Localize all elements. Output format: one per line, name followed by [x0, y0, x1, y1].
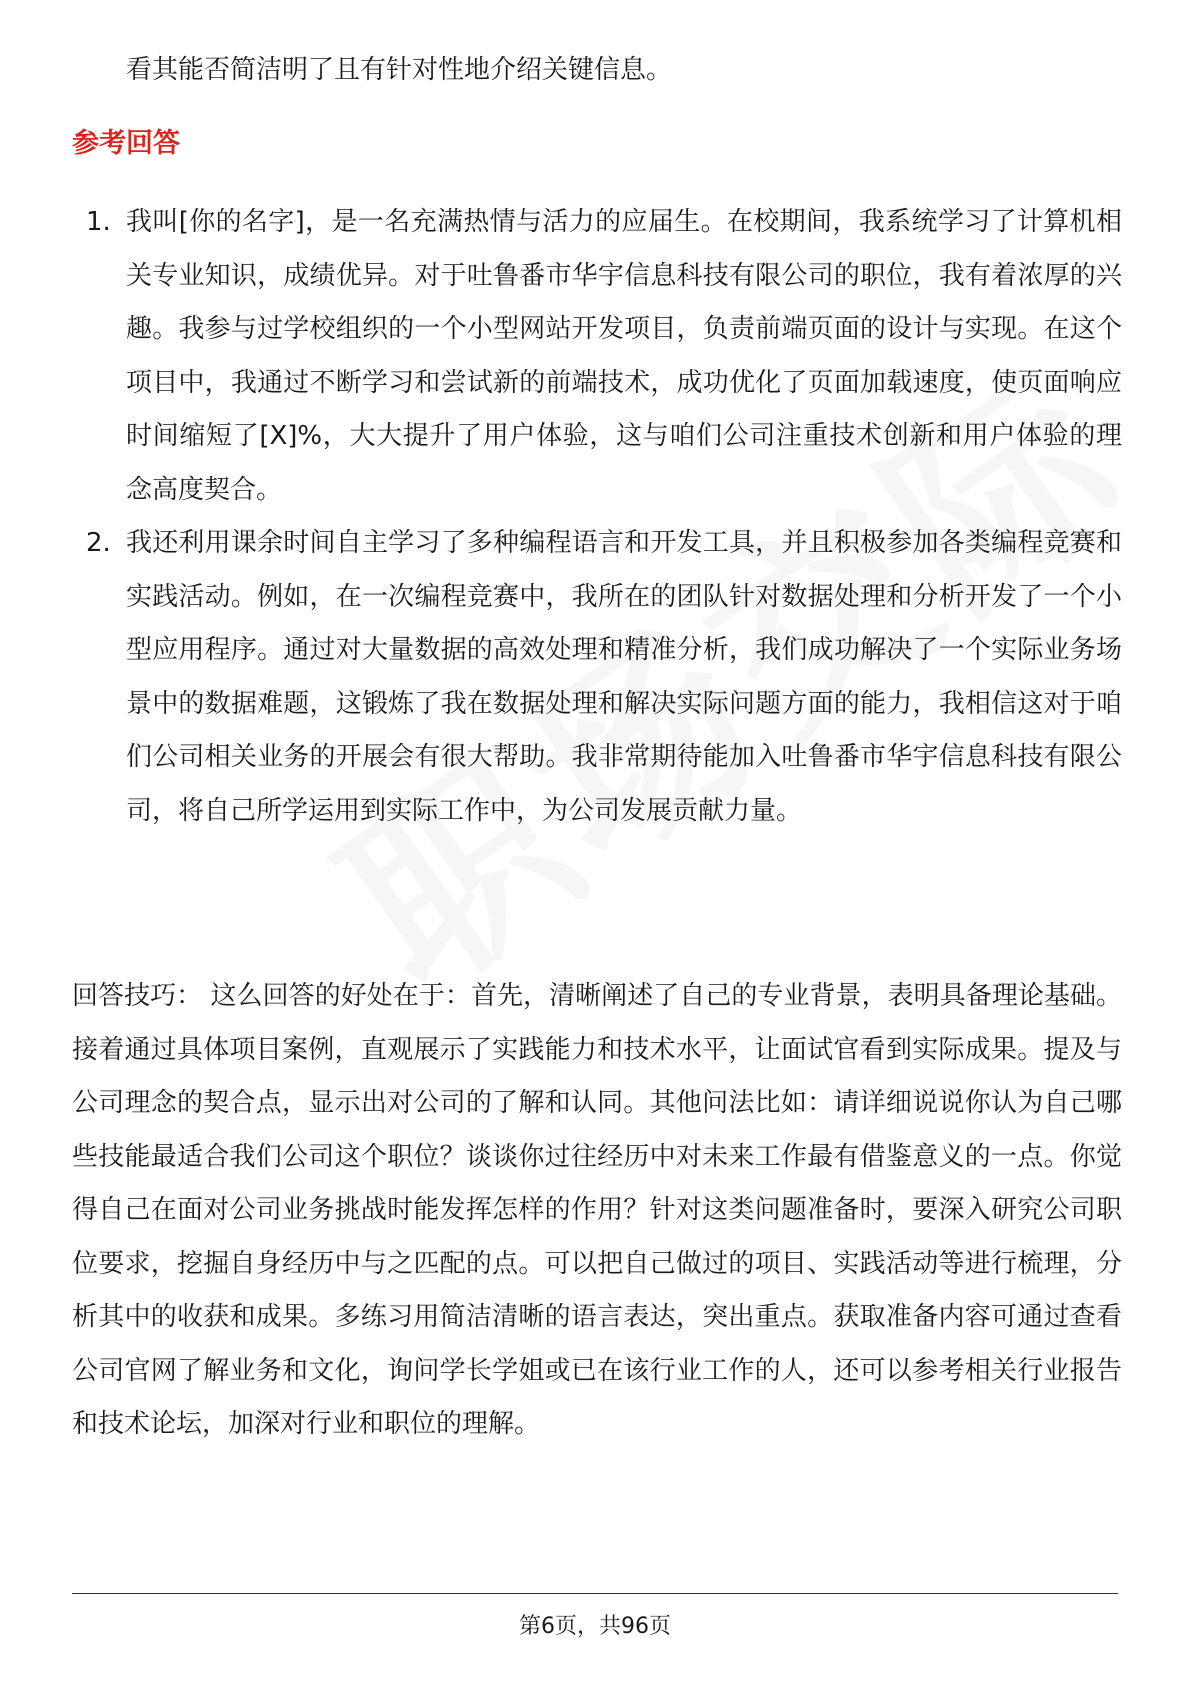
answer-tips: 回答技巧： 这么回答的好处在于：首先，清晰阐述了自己的专业背景，表明具备理论基础。接着通过具体项目案例，直观展示了实践能力和技术水平，让面试官看到实际成果。提及与公司理念的契合点，显示出对公司的了解和认同。其他问法比如：请详细说说你认为自己哪些技能最适合我们公司这个职位？谈谈你过往经历中对未来工作最有借鉴意义的一点。你觉得自己在面对公司业务挑战时能发挥怎样的作用？针对这类问题准备时，要深入研究公司职位要求，挖掘自身经历中与之匹配的点。可以把自己做过的项目、实践活动等进行梳理，分析其中的收获和成果。多练习用简洁清晰的语言表达，突出重点。获取准备内容可通过查看公司官网了解业务和文化，询问学长学姐或已在该行业工作的人，还可以参考相关行业报告和技术论坛，加深对行业和职位的理解。: [72, 981, 1122, 1439]
answer-list: [72, 196, 1122, 838]
answer-number: 1.: [86, 207, 111, 237]
intro-line: 看其能否简洁明了且有针对性地介绍关键信息。: [126, 55, 673, 85]
answer-text: 我还利用课余时间自主学习了多种编程语言和开发工具，并且积极参加各类编程竞赛和实践活动。例如，在一次编程竞赛中，我所在的团队针对数据处理和分析开发了一个小型应用程序。通过对大量数据的高效处理和精准分析，我们成功解决了一个实际业务场景中的数据难题，这锻炼了我在数据处理和解决实际问题方面的能力，我相信这对于咱们公司相关业务的开展会有很大帮助。我非常期待能加入吐鲁番市华宇信息科技有限公司，将自己所学运用到实际工作中，为公司发展贡献力量。: [126, 528, 1122, 826]
answer-item: [72, 517, 1122, 838]
answer-number: 2.: [86, 528, 111, 558]
answer-item: [72, 196, 1122, 517]
page-number: 第6页，共96页: [519, 1614, 671, 1639]
footer-divider: [72, 1593, 1118, 1594]
section-heading: 参考回答: [72, 128, 180, 159]
answer-text: 我叫[你的名字]，是一名充满热情与活力的应届生。在校期间，我系统学习了计算机相关专业知识，成绩优异。对于吐鲁番市华宇信息科技有限公司的职位，我有着浓厚的兴趣。我参与过学校组织的一个小型网站开发项目，负责前端页面的设计与实现。在这个项目中，我通过不断学习和尝试新的前端技术，成功优化了页面加载速度，使页面响应时间缩短了[X]%，大大提升了用户体验，这与咱们公司注重技术创新和用户体验的理念高度契合。: [126, 207, 1122, 505]
